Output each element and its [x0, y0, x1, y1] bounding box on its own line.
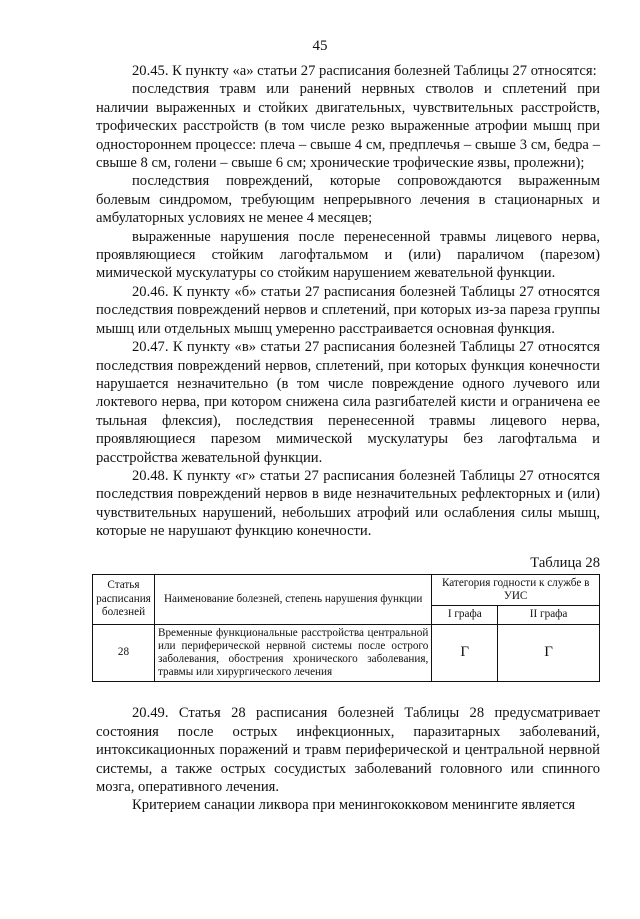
paragraph: 20.48. К пункту «г» статьи 27 расписания болезней Таблицы 27 относятся последствия повреждений нервов в виде незначительных рефлекторных и (или) чувствительных нарушений, небольших атрофий или ослабления силы мышц, которые не нарушают функцию конечности.	[96, 467, 600, 540]
document-body	[96, 62, 600, 815]
header-disease: Наименование болезней, степень нарушения функции	[154, 574, 431, 624]
cell-article: 28	[93, 624, 155, 682]
fitness-table	[92, 574, 600, 682]
cell-graph-2: Г	[498, 624, 600, 682]
paragraph: 20.46. К пункту «б» статьи 27 расписания болезней Таблицы 27 относятся последствия повреждений нервов и сплетений, при которых из-за пареза группы мышц или отдельных мышц умеренно расстраивается основная функция.	[96, 283, 600, 337]
cell-graph-1: Г	[432, 624, 498, 682]
header-graph-2: II графа	[498, 606, 600, 624]
header-graph-1: I графа	[432, 606, 498, 624]
paragraph: последствия повреждений, которые сопровождаются выраженным болевым синдромом, требующим непрерывного лечения в стационарных и амбулаторных условиях не менее 4 месяцев;	[96, 173, 600, 227]
header-category: Категория годности к службе в УИС	[432, 574, 600, 605]
paragraph: последствия травм или ранений нервных стволов и сплетений при наличии выраженных и стойких двигательных, чувствительных расстройств, трофических расстройств (в том числе резко выраженные атрофии мышц при одностороннем процессе: плеча – свыше 4 см, предплечья – свыше 3 см, бедра – свыше 8 см, голени – свыше 6 см; хронические трофические язвы, пролежни);	[96, 81, 600, 172]
table-caption: Таблица 28	[530, 554, 600, 571]
header-article: Статья расписания болезней	[93, 574, 155, 624]
paragraph: 20.47. К пункту «в» статьи 27 расписания болезней Таблицы 27 относятся последствия повреждений нервов, сплетений, при которых функция конечности нарушается незначительно (в том числе повреждение одного лучевого или локтевого нерва, при котором снижена сила разгибателей кисти и ограничена ее тыльная флексия), последствия перенесенной травмы лицевого нерва, проявляющиеся парезом мимической мускулатуры без лагофтальма и расстройства жевательной функции.	[96, 339, 600, 466]
page-number: 45	[312, 38, 328, 54]
paragraph: выраженные нарушения после перенесенной травмы лицевого нерва, проявляющиеся стойким лагофтальмом и (или) параличом (парезом) мимической мускулатуры со стойким нарушением жевательной функции.	[96, 228, 600, 282]
cell-disease: Временные функциональные расстройства центральной или периферической нервной системы после острого заболевания, обострения хронического заболевания, травмы или хирургического лечения	[154, 624, 431, 682]
paragraph: 20.45. К пункту «а» статьи 27 расписания болезней Таблицы 27 относятся:	[132, 63, 597, 79]
paragraph: 20.49. Статья 28 расписания болезней Таблицы 28 предусматривает состояния после острых инфекционных, паразитарных заболеваний, интоксикационных поражений и травм периферической и центральной нервной системы, а также острых сосудистых заболеваний головного или спинного мозга, оперативного лечения.	[96, 705, 600, 796]
paragraph: Критерием санации ликвора при менингококковом менингите является	[132, 797, 576, 814]
table-row	[93, 624, 600, 682]
